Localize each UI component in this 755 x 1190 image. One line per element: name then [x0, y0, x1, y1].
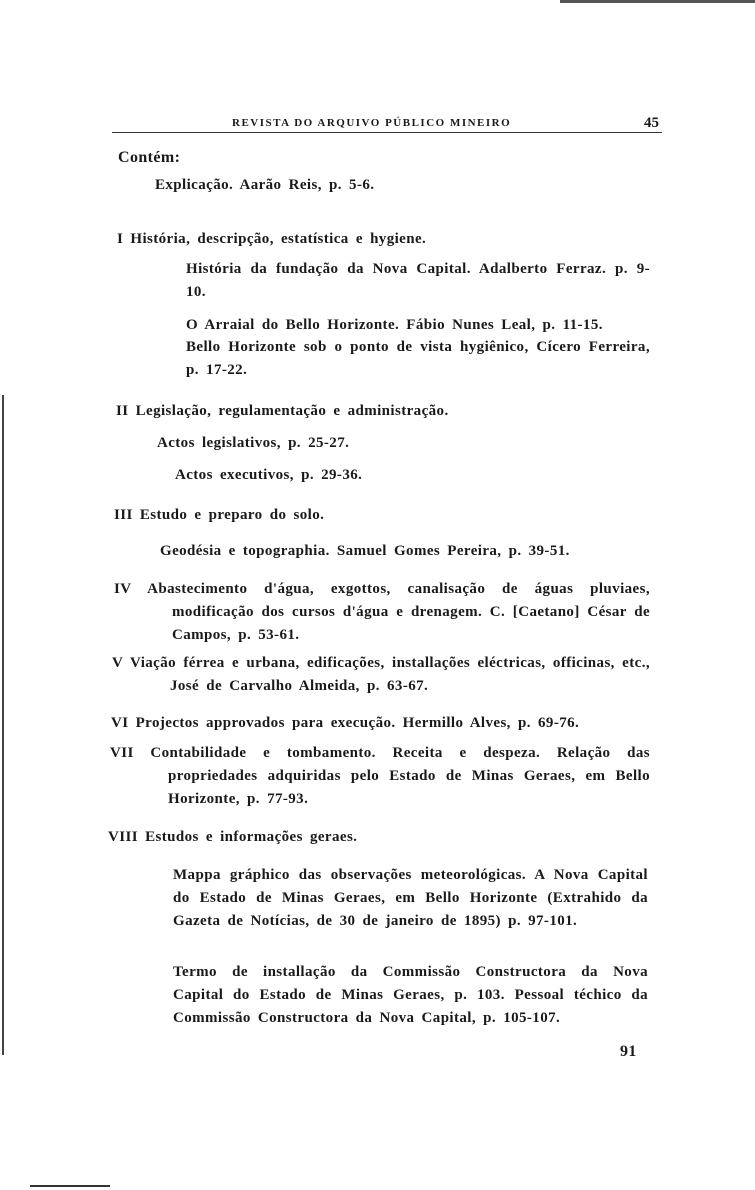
contents-label: Contém: [118, 149, 181, 166]
section-heading: II Legislação, regulamentação e administração. [116, 403, 449, 419]
section-heading: VI Projectos approvados para execução. Hermillo Alves, p. 69-76. [111, 715, 580, 731]
folio-number: 91 [620, 1043, 637, 1060]
entry: Bello Horizonte sob o ponto de vista hygiênico, Cícero Ferreira, p. 17-22. [186, 339, 650, 378]
section-heading: I História, descripção, estatística e hygiene. [117, 231, 427, 247]
entry: História da fundação da Nova Capital. Adalberto Ferraz. p. 9-10. [186, 261, 650, 300]
section-heading: IV Abastecimento d'água, exgottos, canalisação de águas pluviaes, modificação dos cursos d'água e drenagem. C. [Caetano] César de Campos, p. 53-61. [114, 581, 650, 643]
entry: Mappa gráphico das observações meteorológicas. A Nova Capital do Estado de Minas Geraes, em Bello Horizonte (Extrahido da Gazeta de Notícias, de 30 de janeiro de 1895) p. 97-101. [173, 867, 648, 929]
entry: Geodésia e topographia. Samuel Gomes Pereira, p. 39-51. [160, 543, 570, 559]
entry: Explicação. Aarão Reis, p. 5-6. [155, 177, 375, 193]
scan-edge-left [2, 395, 4, 1055]
scan-edge-bottom [30, 1185, 110, 1187]
section-heading: III Estudo e preparo do solo. [114, 507, 325, 523]
entry: Actos legislativos, p. 25-27. [157, 435, 350, 451]
section-heading: VIII Estudos e informações geraes. [108, 829, 358, 845]
scan-edge-top [560, 0, 755, 3]
page-number: 45 [644, 115, 659, 131]
entry: Actos executivos, p. 29-36. [175, 467, 363, 483]
entry: O Arraial do Bello Horizonte. Fábio Nunes Leal, p. 11-15. [186, 317, 603, 333]
header-rule [112, 132, 662, 133]
entry: Termo de installação da Commissão Constructora da Nova Capital do Estado de Minas Geraes, p. 103. Pessoal téchico da Commissão Constructora da Nova Capital, p. 105-107. [173, 964, 648, 1026]
section-heading: V Viação férrea e urbana, edificações, installações eléctricas, officinas, etc., José de Carvalho Almeida, p. 63-67. [112, 655, 650, 694]
running-header: REVISTA DO ARQUIVO PÚBLICO MINEIRO [232, 117, 512, 129]
section-heading: VII Contabilidade e tombamento. Receita e despeza. Relação das propriedades adquiridas pelo Estado de Minas Geraes, em Bello Horizonte, p. 77-93. [110, 745, 650, 807]
